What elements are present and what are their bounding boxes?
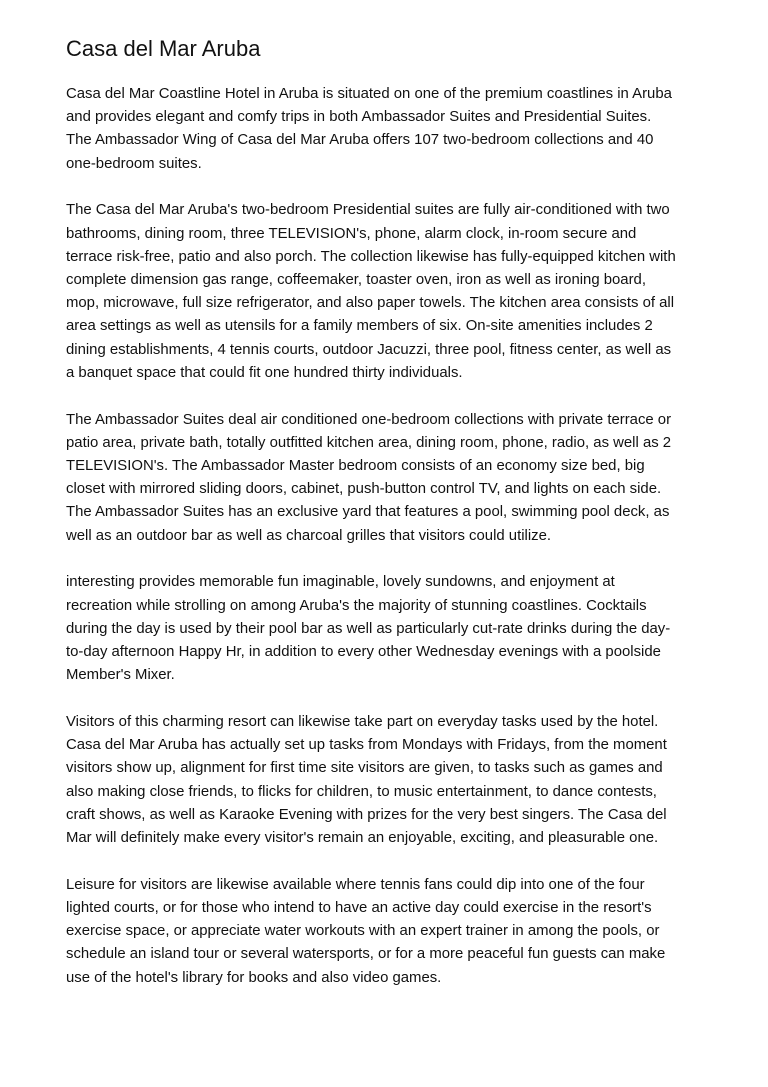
paragraph-leisure: Leisure for visitors are likewise available where tennis fans could dip into one of the four lighted courts, or for those who intend to have an active day could exercise in the resort's exercise space, or appreciate water workouts with an expert trainer in among the pools, or schedule an island tour or several watersports, or for a more peaceful fun guests can make use of the hotel's library for books and also video games. (66, 876, 666, 986)
paragraph-ambassador-suites: The Ambassador Suites deal air conditioned one-bedroom collections with private terrace or patio area, private bath, totally outfitted kitchen area, dining room, phone, radio, as well as 2 TELEVISION's. The Ambassador Master bedroom consists of an economy size bed, big closet with mirrored sliding doors, cabinet, push-button control TV, and lights on each side. The Ambassador Suites has an exclusive yard that features a pool, swimming pool deck, as well as an outdoor bar as well as charcoal grilles that visitors could utilize. (66, 411, 672, 544)
document-title: Casa del Mar Aruba (66, 36, 261, 61)
paragraph-presidential-suites: The Casa del Mar Aruba's two-bedroom Presidential suites are fully air-conditioned with two bathrooms, dining room, three TELEVISION's, phone, alarm clock, in-room secure and terrace risk-free, patio and also porch. The collection likewise has fully-equipped kitchen with complete dimension gas range, coffeemaker, toaster oven, iron as well as ironing board, mop, microwave, full size refrigerator, and also paper towels. The kitchen area consists of all area settings as well as utensils for a family members of six. On-site amenities includes 2 dining establishments, 4 tennis courts, outdoor Jacuzzi, three pool, fitness center, as well as a banquet space that could fit one hundred thirty individuals. (66, 202, 676, 381)
paragraph-daily-activities: Visitors of this charming resort can likewise take part on everyday tasks used by the hotel. Casa del Mar Aruba has actually set up tasks from Mondays with Fridays, from the moment visitors show up, alignment for first time site visitors are given, to tasks such as games and also making close friends, to flicks for children, to music entertainment, to dance contests, craft shows, as well as Karaoke Evening with prizes for the very best singers. The Casa del Mar will definitely make every visitor's remain an enjoyable, exciting, and pleasurable one. (66, 714, 667, 847)
paragraph-intro: Casa del Mar Coastline Hotel in Aruba is situated on one of the premium coastlines in Aruba and provides elegant and comfy trips in both Ambassador Suites and Presidential Suites. The Ambassador Wing of Casa del Mar Aruba offers 107 two-bedroom collections and 40 one-bedroom suites. (66, 86, 672, 172)
paragraph-recreation: interesting provides memorable fun imaginable, lovely sundowns, and enjoyment at recreation while strolling on among Aruba's the majority of stunning coastlines. Cocktails during the day is used by their pool bar as well as particularly cut-rate drinks during the day- to-day afternoon Happy Hr, in addition to every other Wednesday evenings with a poolside Member's Mixer. (66, 574, 671, 684)
document-page (66, 34, 706, 1013)
